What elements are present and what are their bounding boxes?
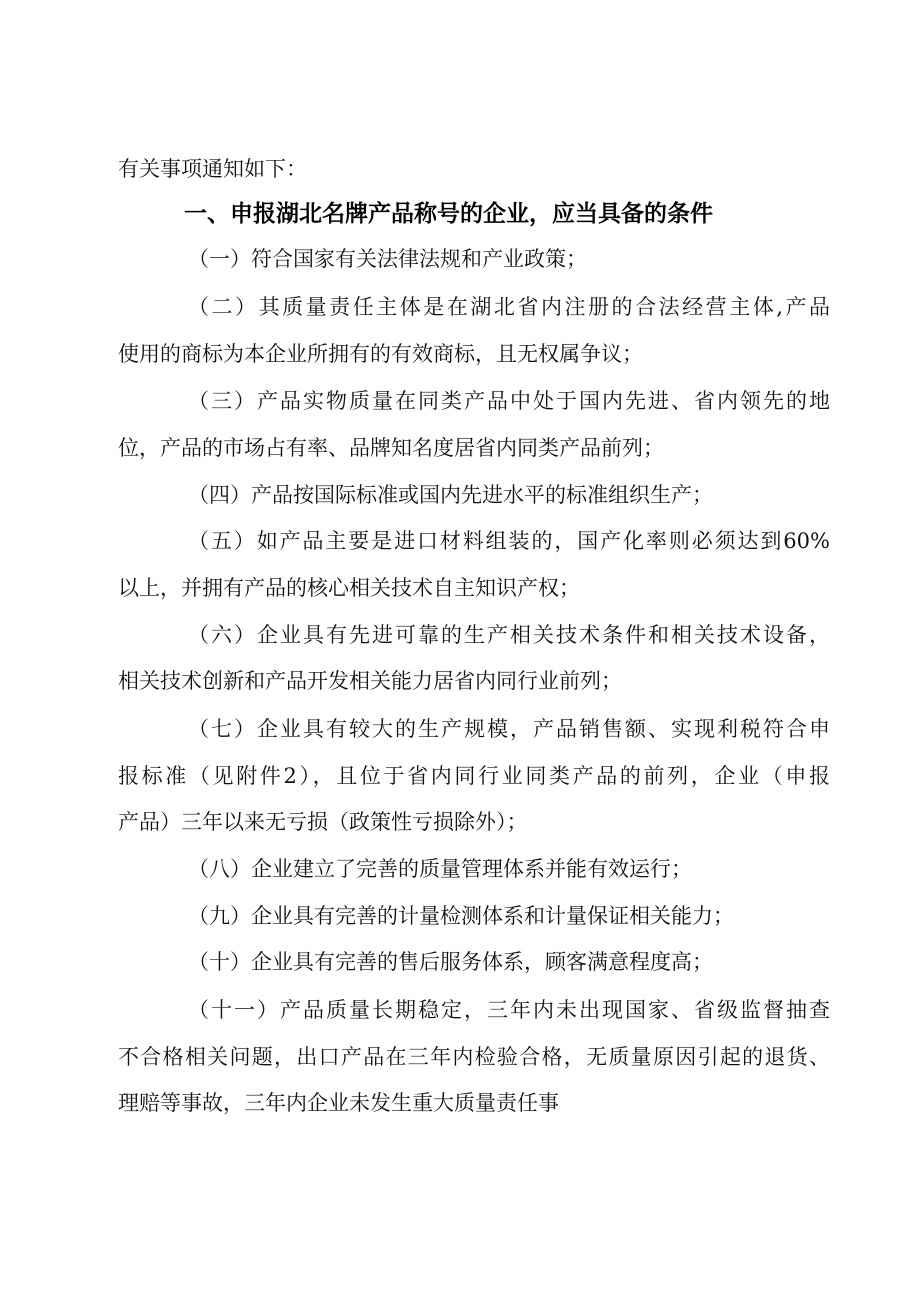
clause-3-line-1: （三）产品实物质量在同类产品中处于国内先进、省内领先的地 (188, 389, 830, 413)
clause-1-line-1: （一）符合国家有关法律法规和产业政策； (188, 247, 587, 271)
clause-5-line-2: 以上，并拥有产品的核心相关技术自主知识产权； (118, 576, 580, 600)
clause-11-line-1: （十一）产品质量长期稳定，三年内未出现国家、省级监督抽查 (188, 998, 830, 1022)
clause-6-line-2: 相关技术创新和产品开发相关能力居省内同行业前列； (118, 669, 622, 693)
clause-8-line-1: （八）企业建立了完善的质量管理体系并能有效运行； (188, 857, 692, 881)
clause-2-line-2: 使用的商标为本企业所拥有的有效商标，且无权属争议； (118, 342, 643, 366)
clause-5-line-1: （五）如产品主要是进口材料组装的，国产化率则必须达到60% (188, 529, 830, 553)
intro-line: 有关事项通知如下： (118, 157, 307, 181)
clause-11-line-3: 理赔等事故，三年内企业未发生重大质量责任事 (118, 1091, 559, 1115)
clause-10-line-1: （十）企业具有完善的售后服务体系，顾客满意程度高； (188, 950, 713, 974)
clause-7-line-2: 报标准（见附件2），且位于省内同行业同类产品的前列，企业（申报 (118, 764, 830, 788)
clause-3-line-2: 位，产品的市场占有率、品牌知名度居省内同类产品前列； (118, 436, 664, 460)
clause-4-line-1: （四）产品按国际标准或国内先进水平的标准组织生产； (188, 483, 713, 507)
clause-2-line-1: （二）其质量责任主体是在湖北省内注册的合法经营主体,产品 (188, 295, 830, 319)
clause-11-line-2: 不合格相关问题，出口产品在三年内检验合格，无质量原因引起的退货、 (118, 1045, 830, 1069)
section-heading: 一、申报湖北名牌产品称号的企业，应当具备的条件 (184, 201, 713, 227)
clause-7-line-3: 产品）三年以来无亏损（政策性亏损除外）； (118, 810, 528, 834)
clause-7-line-1: （七）企业具有较大的生产规模，产品销售额、实现利税符合申 (188, 717, 830, 741)
clause-6-line-1: （六）企业具有先进可靠的生产相关技术条件和相关技术设备， (188, 623, 830, 647)
clause-9-line-1: （九）企业具有完善的计量检测体系和计量保证相关能力； (188, 904, 734, 928)
